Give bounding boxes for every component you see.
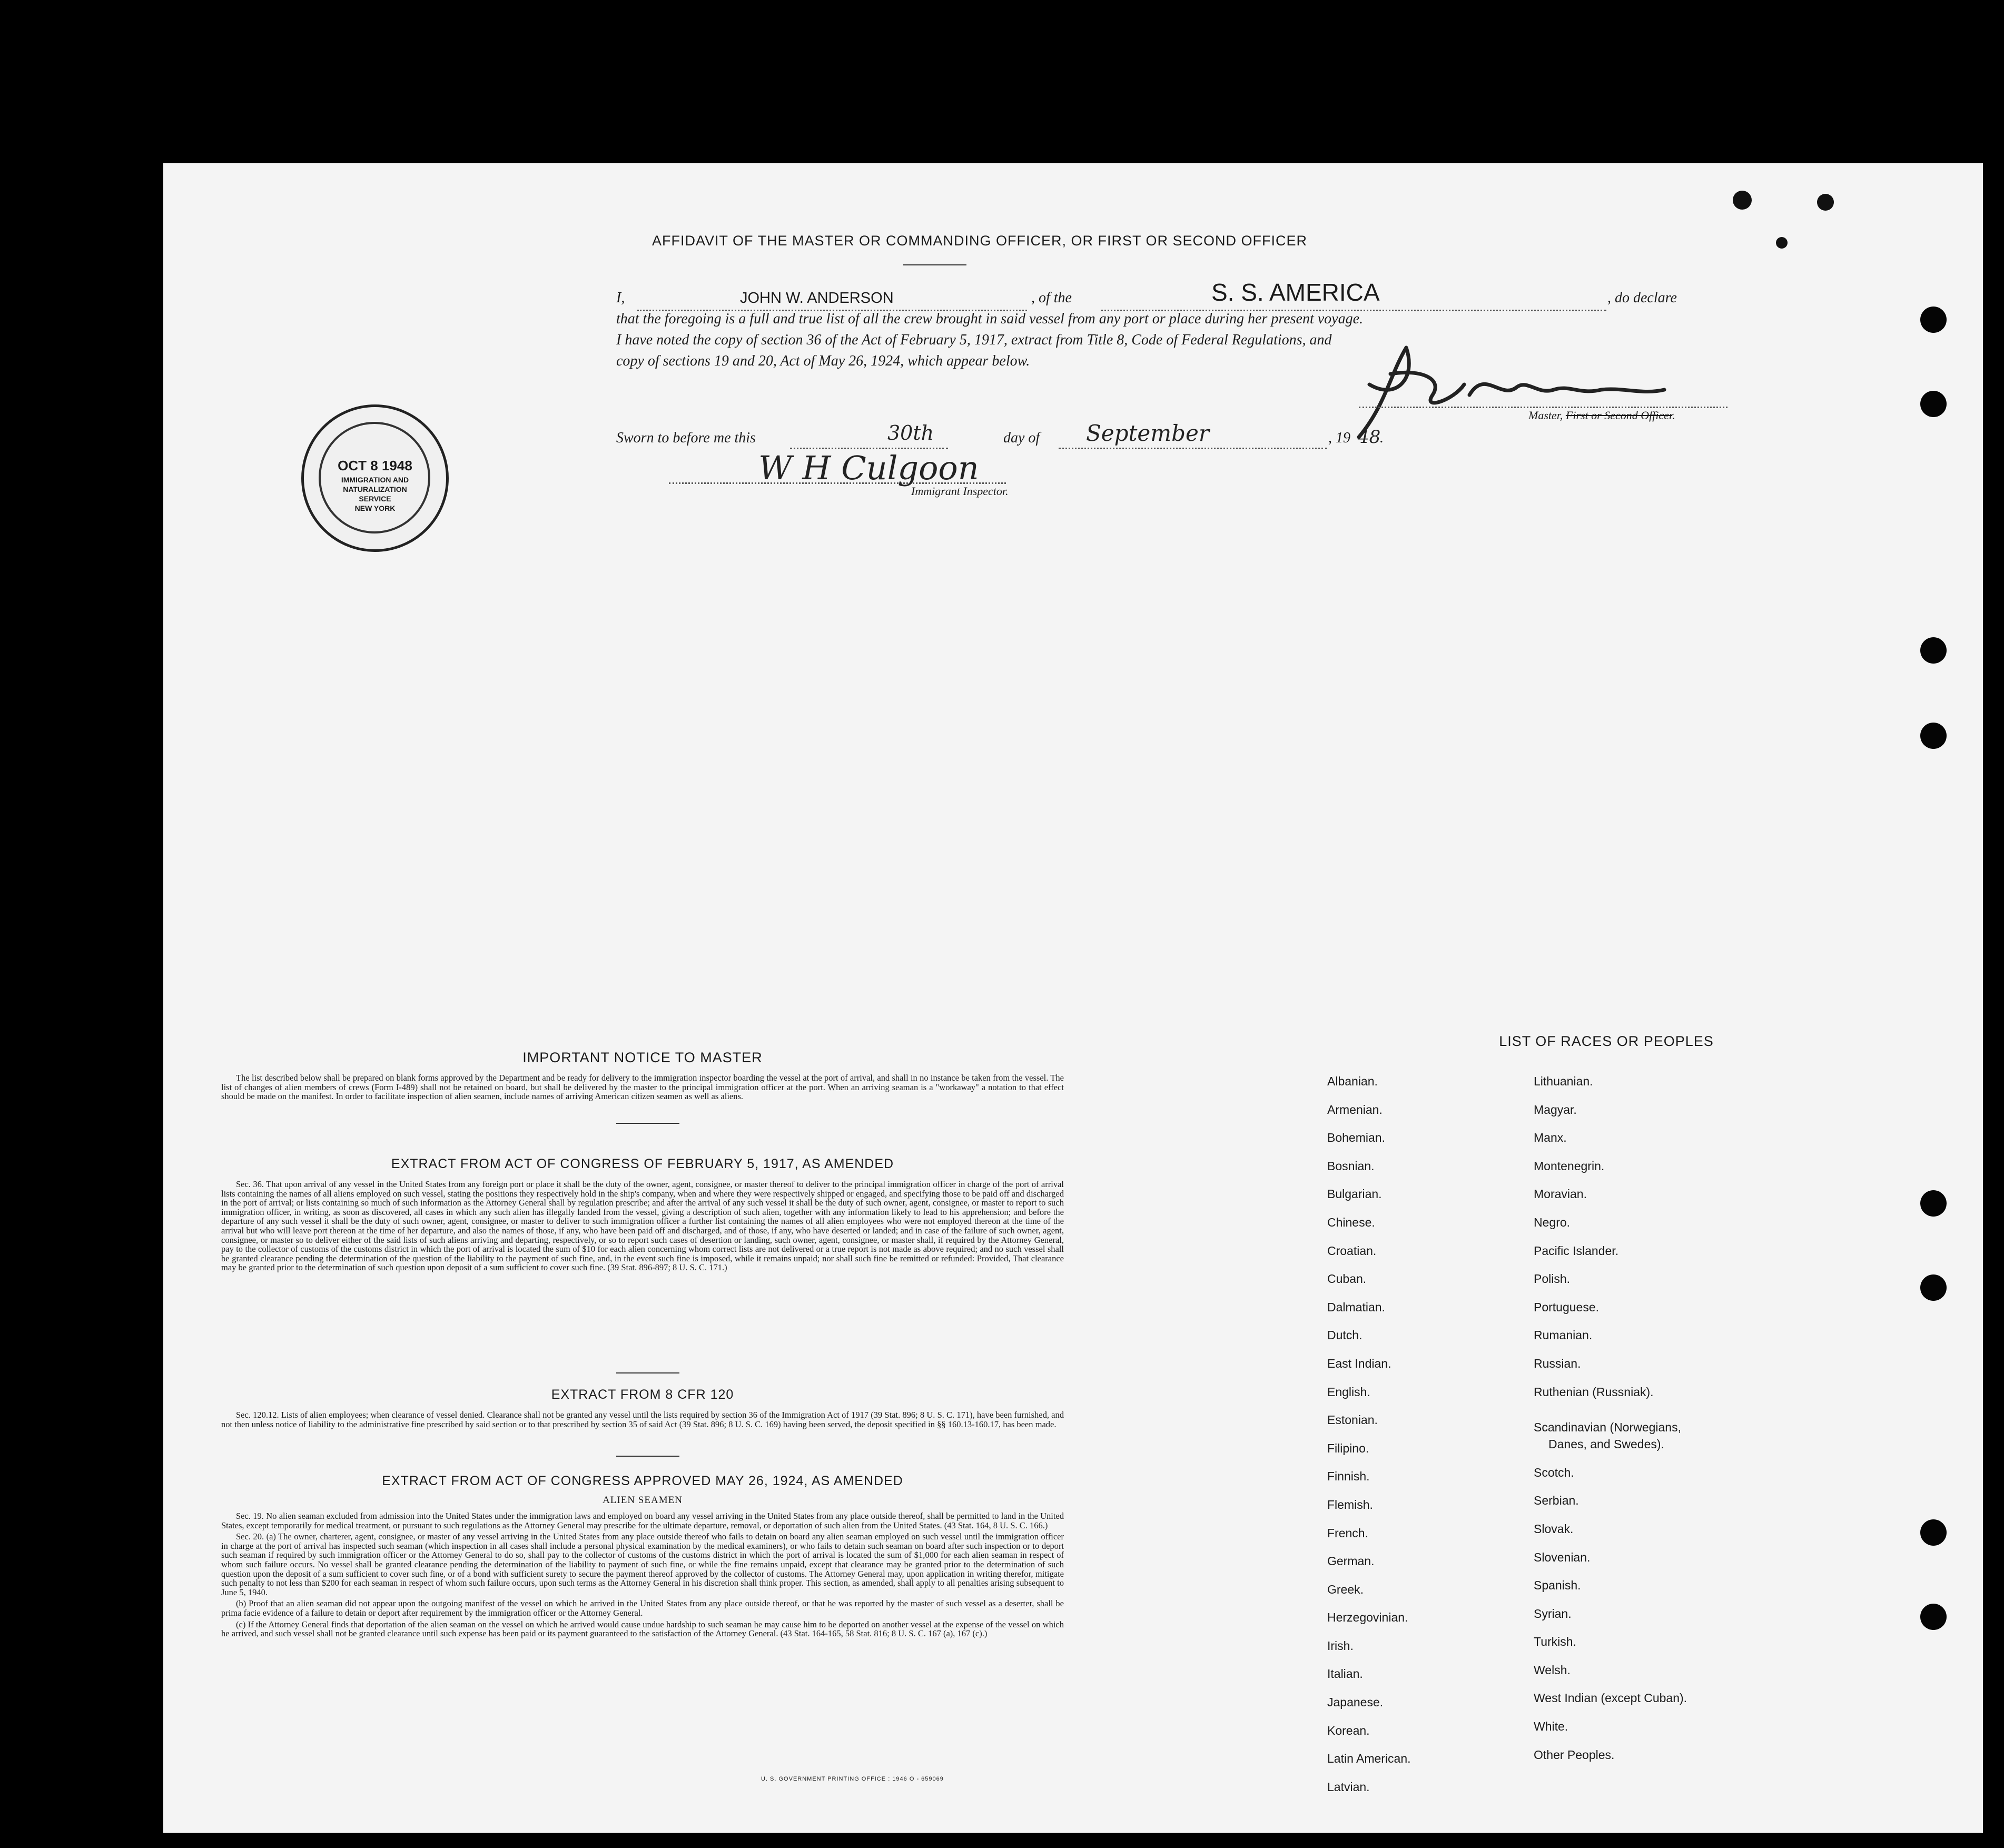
- races-left-column: [1327, 1074, 1411, 1808]
- extract-cfr-paragraph: Sec. 120.12. Lists of alien employees; when clearance of vessel denied. Clearance shall not be granted any vessel until the lists required by section 36 of the Immigration Act of 1917 (39 Stat. 896; 8 U. S. C. 171), have been furnished, and not then unless notice of liability to the administrative fine prescribed by said section or to that prescribed by section 35 of said Act (39 Stat. 896; 8 U. S. C. 169) having been served, the deposit specified in §§ 160.13-160.17, has been made.: [221, 1410, 1064, 1429]
- race-item: Albanian.: [1327, 1074, 1378, 1088]
- stamp-line-2: NATURALIZATION: [343, 485, 407, 493]
- punch-hole: [1920, 307, 1947, 333]
- affidavit-line-3: I have noted the copy of section 36 of the Act of February 5, 1917, extract from Title 8, Code of Federal Regulations, and: [616, 332, 1332, 348]
- section-rule: [616, 1372, 679, 1373]
- race-item: West Indian (except Cuban).: [1534, 1691, 1687, 1705]
- master-signature: [1327, 337, 1759, 442]
- sworn-day: [887, 421, 934, 444]
- master-title-end: .: [1672, 409, 1675, 422]
- year-prefix: , 19: [1328, 430, 1350, 446]
- ink-speck: [1817, 194, 1834, 211]
- punch-hole: [1920, 637, 1947, 664]
- heading-rule: [903, 264, 966, 265]
- extract-cfr-title: EXTRACT FROM 8 CFR 120: [551, 1387, 734, 1402]
- ink-speck: [1776, 237, 1788, 249]
- races-title: LIST OF RACES OR PEOPLES: [1499, 1033, 1714, 1049]
- extract-1917-paragraph: Sec. 36. That upon arrival of any vessel in the United States from any foreign port or place it shall be the duty of the owner, agent, consignee, or master thereof to deliver to the principal immigration officer in charge of the port of arrival lists containing the names of all aliens employed on such vessel, stating the positions they respectively hold in the ship's company, when and where they were respectively shipped or engaged, and specifying those to be paid off and discharged in the port of arrival; or lists containing so much of such information as the Attorney General shall by regulation prescribe; and after the arrival of any such vessel it shall be the duty of such owner, agent, consignee, or master to report to such immigration officer, in writing, as soon as discovered, all cases in which any such alien has illegally landed from the vessel, giving a description of such alien, together with any information likely to lead to his apprehension; and before the departure of any such vessel it shall be the duty of such owner, agent, consignee, or master to deliver to such immigration officer a further list containing the names of all alien employees who were not employed thereon at the time of the arrival but who will leave port thereon at the time of her departure, and also the names of those, if any, who have been paid off and discharged, and of those, if any, who have deserted or landed; and in case of the failure of such owner, agent, consignee, or master so to deliver either of the said lists of such aliens arriving and departing, respectively, or so to report such cases of desertion or landing, such owner, agent, consignee, or master shall, if required by the Attorney General, pay to the collector of customs of the customs district in which the port of arrival is located the sum of $10 for each alien concerning whom correct lists are not delivered or a true report is not made as above required; and no such vessel shall be granted clearance pending the determination of the question of the liability to the payment of such fine, and, in the event such fine is imposed, while it remains unpaid; nor shall such fine be remitted or refunded: Provided, That clearance may be granted prior to the determination of such question upon deposit of a sum sufficient to cover such fine. (39 Stat. 896-897; 8 U. S. C. 171.): [221, 1179, 1064, 1273]
- stamp-line-4: NEW YORK: [354, 504, 396, 512]
- race-item: Portuguese.: [1534, 1300, 1600, 1314]
- ink-speck: [1733, 191, 1752, 210]
- race-item: East Indian.: [1327, 1356, 1391, 1370]
- extract-1924-sec19: Sec. 19. No alien seaman excluded from admission into the United States under the immigration laws and employed on board any vessel arriving in the United States from any place outside thereof, shall be permitted to land in the United States, except temporarily for medical treatment, or pursuant to such regulations as the Attorney General may prescribe for the ultimate departure, removal, or deportation of such alien from the United States. (43 Stat. 164, 8 U. S. C. 166.): [221, 1511, 1064, 1530]
- extract-1924-subtitle: ALIEN SEAMEN: [603, 1495, 683, 1506]
- race-item: Cuban.: [1327, 1272, 1367, 1286]
- master-signature-line: [1359, 407, 1727, 408]
- master-name: JOHN W. ANDERSON: [740, 290, 894, 307]
- extract-cfr-text: [221, 1410, 1064, 1431]
- affidavit-line-4: copy of sections 19 and 20, Act of May 26, 1924, which appear below.: [616, 353, 1030, 369]
- master-title-struck: First or Second Officer: [1565, 409, 1673, 422]
- race-item: German.: [1327, 1554, 1375, 1568]
- race-item: Turkish.: [1534, 1635, 1576, 1649]
- punch-hole: [1920, 1274, 1947, 1301]
- day-of-label: day of: [1003, 430, 1040, 446]
- race-item: Bohemian.: [1327, 1131, 1385, 1145]
- race-item: Greek.: [1327, 1582, 1364, 1596]
- inspector-signature: W H Culgoon: [758, 449, 979, 487]
- race-item: Slovak.: [1534, 1521, 1574, 1536]
- section-rule: [616, 1456, 679, 1457]
- sworn-month: September: [1086, 420, 1209, 446]
- punch-hole: [1920, 723, 1947, 749]
- affidavit-line-2: that the foregoing is a full and true list of all the crew brought in said vessel from any port or place during her present voyage.: [616, 311, 1364, 327]
- extract-1917-text: [221, 1180, 1064, 1274]
- section-rule: [616, 1123, 679, 1124]
- notice-text: [221, 1073, 1064, 1103]
- race-item: White.: [1534, 1719, 1568, 1734]
- year-suffix: 48: [1358, 427, 1381, 448]
- extract-1924-sec20b: (b) Proof that an alien seaman did not appear upon the outgoing manifest of the vessel on which he arrived in the United States from any place outside thereof, or that he was reported by the master of such vessel as a deserter, shall be prima facie evidence of a failure to detain or deport after requirement by the immigration officer or the Attorney General.: [221, 1598, 1064, 1618]
- race-item: Pacific Islander.: [1534, 1243, 1619, 1258]
- race-item: Russian.: [1534, 1356, 1581, 1370]
- race-item: Montenegrin.: [1534, 1159, 1605, 1173]
- race-item: Manx.: [1534, 1131, 1567, 1145]
- document-page: [163, 163, 1983, 1833]
- race-item: English.: [1327, 1385, 1370, 1399]
- race-item: Armenian.: [1327, 1102, 1383, 1116]
- immigration-date-stamp: [301, 404, 449, 552]
- races-right-column: [1534, 1074, 1687, 1776]
- stamp-line-1: IMMIGRATION AND: [341, 476, 409, 484]
- race-item: Flemish.: [1327, 1497, 1373, 1511]
- inspector-label: Immigrant Inspector.: [911, 485, 1009, 498]
- race-item: Scotch.: [1534, 1465, 1574, 1479]
- race-item: Welsh.: [1534, 1663, 1571, 1677]
- race-item: Dalmatian.: [1327, 1300, 1385, 1314]
- punch-hole: [1920, 1519, 1947, 1546]
- vessel-name: S. S. AMERICA: [1211, 279, 1380, 306]
- master-title: [1528, 409, 1675, 422]
- race-item: Estonian.: [1327, 1413, 1378, 1427]
- race-item: Italian.: [1327, 1667, 1363, 1681]
- notice-title: IMPORTANT NOTICE TO MASTER: [522, 1050, 763, 1065]
- race-item: Other Peoples.: [1534, 1747, 1615, 1762]
- extract-1924-title: EXTRACT FROM ACT OF CONGRESS APPROVED MAY 26, 1924, AS AMENDED: [382, 1474, 903, 1488]
- punch-hole: [1920, 391, 1947, 417]
- race-item: Filipino.: [1327, 1441, 1369, 1455]
- race-item: Japanese.: [1327, 1695, 1384, 1709]
- race-item: Chinese.: [1327, 1215, 1375, 1229]
- punch-hole: [1920, 1190, 1947, 1217]
- race-item: Moravian.: [1534, 1187, 1587, 1201]
- printer-imprint: U. S. GOVERNMENT PRINTING OFFICE : 1946 O - 659069: [761, 1776, 944, 1782]
- race-item: Lithuanian.: [1534, 1074, 1593, 1088]
- race-item: Irish.: [1327, 1638, 1354, 1653]
- master-title-label: Master,: [1528, 409, 1563, 422]
- race-item: Finnish.: [1327, 1469, 1370, 1484]
- race-item: Slovenian.: [1534, 1550, 1591, 1564]
- punch-hole: [1920, 1604, 1947, 1630]
- race-item: Polish.: [1534, 1272, 1571, 1286]
- race-item: Negro.: [1534, 1215, 1571, 1229]
- race-item: Serbian.: [1534, 1494, 1579, 1508]
- race-item: Scandinavian (Norwegians,: [1534, 1420, 1681, 1435]
- extract-1924-sec20a: Sec. 20. (a) The owner, charterer, agent, consignee, or master of any vessel arriving in the United States from any place outside thereof who fails to detain on board any alien seaman employed on such vessel until the immigration officer in charge at the port of arrival has inspected such seaman (which inspection in all cases shall include a personal physical examination by the medical examiners), or who fails to detain such seaman on board after such inspection or to deport such seaman if required by such immigration officer or the Attorney General to do so, shall pay to the collector of customs of the customs district in which the port of arrival is located the sum of $1,000 for each alien seaman in respect of whom such failure occurs. No vessel shall be granted clearance pending the determination of the liability to payment of such fine, or while the fine remains unpaid, except that clearance may be granted prior to the determination of such question upon the deposit of a sum sufficient to cover such fine, or of a bond with sufficient surety to secure the payment thereof approved by the collector of customs. The Attorney General may, upon application in writing therefor, mitigate such penalty to not less than $200 for each seaman in respect of whom such failure occurs, upon such terms as the Attorney General in his discretion shall think proper. This section, as amended, shall apply to all penalties arising subsequent to June 5, 1940.: [221, 1531, 1064, 1597]
- sworn-day-text: 30th: [887, 421, 934, 444]
- extract-1924-sec20c: (c) If the Attorney General finds that deportation of the alien seaman on the vessel on which he arrived would cause undue hardship to such seaman he may cause him to be deported on another vessel at the expense of the vessel on which he arrived, and such vessel shall not be granted clearance until such expense has been paid or its payment guaranteed to the satisfaction of the Attorney General. (43 Stat. 164-165, 58 Stat. 816; 8 U. S. C. 167 (a), 167 (c).): [221, 1619, 1064, 1639]
- race-item: Herzegovinian.: [1327, 1610, 1408, 1625]
- stamp-line-3: SERVICE: [359, 495, 391, 503]
- race-item: Syrian.: [1534, 1606, 1572, 1620]
- race-item: Latvian.: [1327, 1780, 1370, 1794]
- race-item: Magyar.: [1534, 1102, 1577, 1116]
- race-item: Croatian.: [1327, 1243, 1377, 1258]
- of-the-label: , of the: [1031, 290, 1072, 306]
- race-item: French.: [1327, 1526, 1368, 1540]
- i-label: I,: [616, 290, 625, 306]
- sworn-label: Sworn to before me this: [616, 430, 756, 446]
- notice-paragraph: The list described below shall be prepared on blank forms approved by the Department and be ready for delivery to the immigration inspector boarding the vessel at the port of arrival, and shall in no instance be taken from the vessel. The list of changes of alien members of crews (Form I-489) shall not be retained on board, but shall be delivered by the master to the principal immigration officer at the port. When an arriving seaman is a "workaway" a notation to that effect should be made on the manifest. In order to facilitate inspection of alien seamen, include names of arriving American citizen seamen as well as aliens.: [221, 1073, 1064, 1102]
- race-item: Ruthenian (Russniak).: [1534, 1385, 1654, 1399]
- race-item: Latin American.: [1327, 1752, 1411, 1766]
- sworn-month-line: [1059, 448, 1327, 449]
- year-period: .: [1380, 430, 1384, 446]
- stamp-date: OCT 8 1948: [338, 458, 412, 473]
- do-declare-label: , do declare: [1607, 290, 1677, 306]
- race-item: Korean.: [1327, 1723, 1370, 1737]
- race-item: Bosnian.: [1327, 1159, 1375, 1173]
- race-item: Dutch.: [1327, 1328, 1363, 1342]
- race-item: Spanish.: [1534, 1578, 1581, 1593]
- race-item: Bulgarian.: [1327, 1187, 1382, 1201]
- affidavit-heading: AFFIDAVIT OF THE MASTER OR COMMANDING OFFICER, OR FIRST OR SECOND OFFICER: [651, 233, 1308, 249]
- race-item: Danes, and Swedes).: [1548, 1437, 1664, 1451]
- race-item: Rumanian.: [1534, 1328, 1593, 1342]
- extract-1924-text: [221, 1511, 1064, 1641]
- extract-1917-title: EXTRACT FROM ACT OF CONGRESS OF FEBRUARY 5, 1917, AS AMENDED: [391, 1157, 894, 1171]
